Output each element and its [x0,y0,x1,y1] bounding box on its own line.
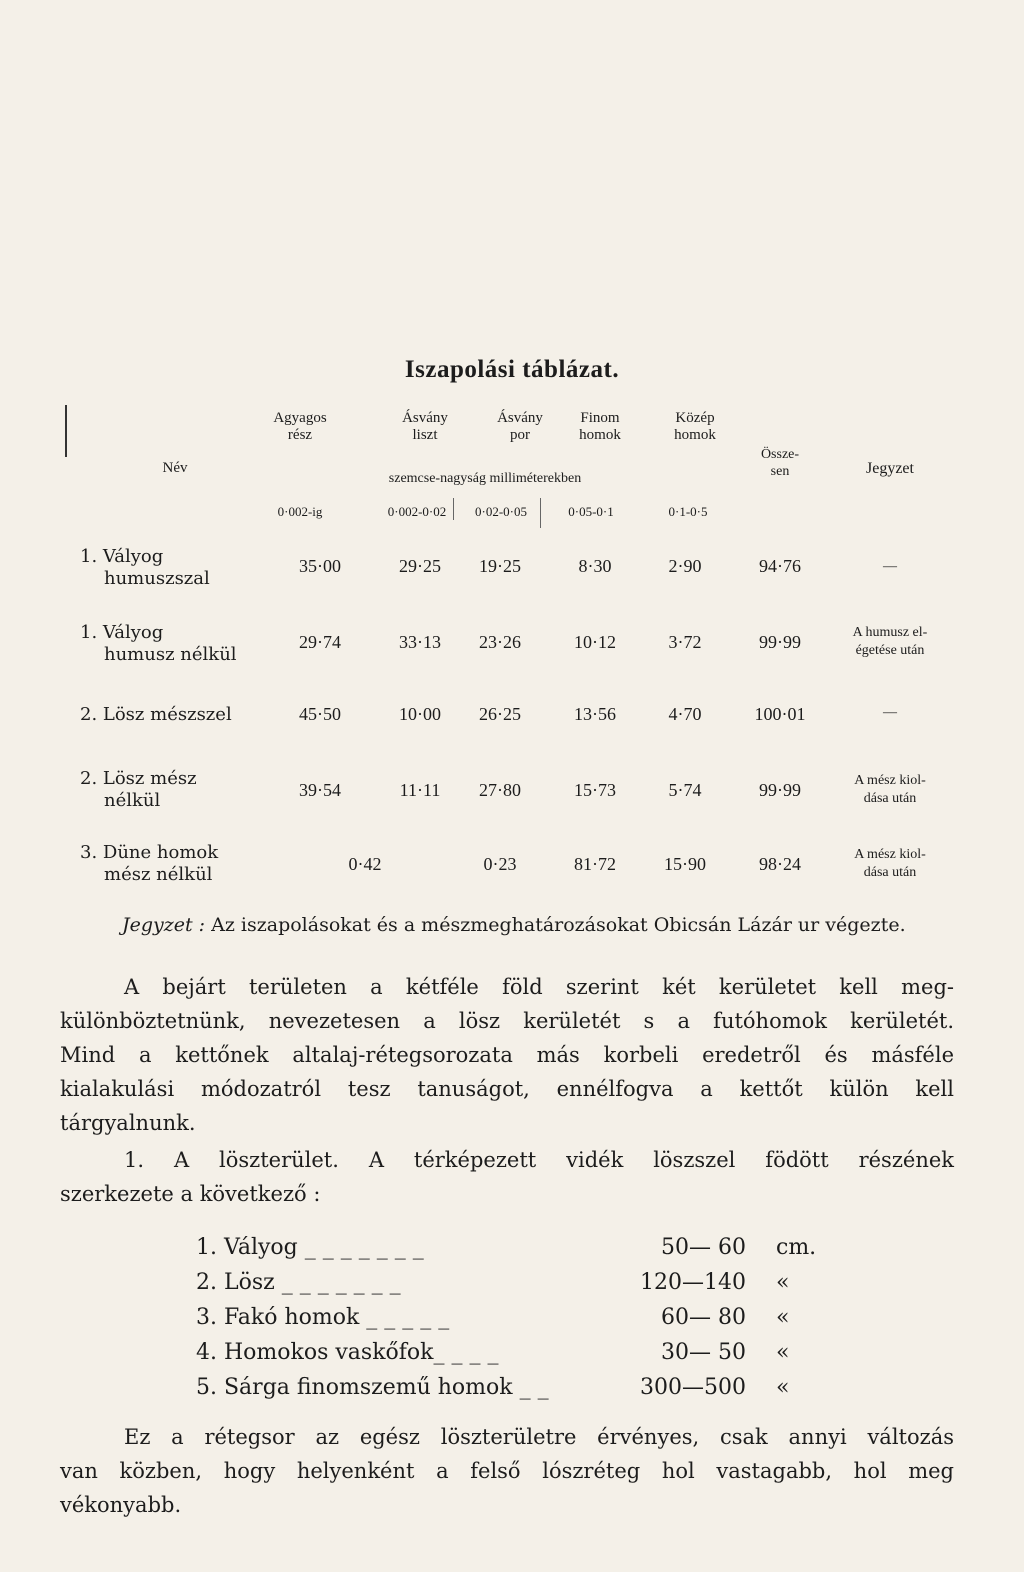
layer-unit: « [776,1340,790,1365]
layer-range: 60— 80 [661,1305,746,1330]
list-item [196,1300,836,1335]
header-total-line1: Össze- [760,447,800,462]
paragraph-line: tárgyalnunk. [60,1111,196,1135]
paragraph-line: 1. A löszterület. A térképezett vidék löszszel födött részének [124,1148,954,1172]
list-item [196,1335,836,1370]
row-name-line2: nélkül [104,790,161,811]
range-col-2: 0·002-0·02 [387,504,447,519]
layer-label: 4. Homokos vaskőfok_ _ _ _ [196,1340,499,1365]
layer-label: 1. Vályog _ _ _ _ _ _ _ [196,1235,424,1260]
cell-total: 99·99 [759,632,801,652]
cell-note-line1: A mész kiol- [854,773,926,788]
paragraph-line: Ez a rétegsor az egész löszterületre érvényes, csak annyi változás [124,1425,954,1449]
row-name-line2: mész nélkül [104,864,213,885]
header-col-3-line2: por [510,427,530,443]
cell-col-3: 27·80 [479,780,521,800]
layer-unit: « [776,1270,790,1295]
row-name [80,768,197,812]
header-col-4 [555,410,645,444]
table-title: Iszapolási táblázat. [404,356,620,383]
cell-total: 99·99 [759,780,801,800]
range-col-5: 0·1-0·5 [668,504,708,519]
cell-col-5: 5·74 [668,780,702,800]
header-name: Név [162,460,188,476]
cell-col-5: 15·90 [664,854,706,874]
paragraph-line: Mind a kettőnek altalaj-rétegsorozata más korbeli eredetről és másféle [60,1043,954,1067]
cell-note-line1: A humusz el- [852,625,928,640]
layer-label: 3. Fakó homok _ _ _ _ _ [196,1305,450,1330]
table-row [60,618,970,678]
paragraph-1 [60,970,954,1140]
paragraph-2 [60,1143,954,1211]
cell-note [820,846,960,882]
layer-unit: cm. [776,1235,817,1260]
row-name [80,546,210,590]
range-col-4: 0·05-0·1 [568,504,614,519]
cell-col-1: 35·00 [299,556,341,576]
header-col-3 [475,410,565,444]
paragraph-line: különböztetnünk, nevezetesen a lösz kerületét s a futóhomok kerületét. [60,1009,954,1033]
layer-unit: « [776,1375,790,1400]
layer-label: 5. Sárga finomszemű homok _ _ [196,1375,549,1400]
range-col-1: 0·002-ig [277,504,323,519]
cell-col-4: 8·30 [578,556,612,576]
range-divider-2 [540,498,541,528]
cell-note-line2: dása után [863,791,917,806]
header-total [735,446,825,480]
header-col-4-line1: Finom [580,410,620,426]
header-col-5 [650,410,740,444]
cell-note-line1: — [883,705,897,720]
cell-note [820,704,960,722]
cell-col-3: 19·25 [479,556,521,576]
cell-note-line1: — [883,559,897,574]
footnote-label: Jegyzet : [122,914,206,936]
cell-col-5: 4·70 [668,704,702,724]
cell-total: 98·24 [759,854,801,874]
header-col-5-line1: Közép [675,410,715,426]
layer-range: 300—500 [640,1375,746,1400]
row-name-line1: 2. Lösz mészszel [80,704,232,725]
header-col-2 [380,410,470,444]
row-name [80,842,218,886]
cell-note [820,624,960,660]
cell-col-1: 29·74 [299,632,341,652]
header-col-4-line2: homok [579,427,621,443]
paragraph-line: van közben, hogy helyenként a felső lószréteg hol vastagabb, hol meg [60,1459,954,1483]
cell-col-4: 15·73 [574,780,616,800]
cell-note-line2: dása után [863,865,917,880]
sieve-table [60,400,970,900]
list-item [196,1265,836,1300]
cell-note [820,558,960,576]
cell-col-5: 3·72 [668,632,702,652]
cell-col-4: 81·72 [574,854,616,874]
layer-list [196,1230,836,1405]
table-row [60,768,970,828]
row-name-line1: 3. Düne homok [80,842,219,863]
header-total-line2: sen [770,464,790,479]
cell-note-line2: égetése után [855,643,925,658]
header-col-1-line2: rész [287,427,313,443]
header-col-1 [255,410,345,444]
cell-col-2: 11·11 [399,780,441,800]
row-name-line1: 1. Vályog [80,546,164,567]
header-col-1-line1: Agyagos [273,410,327,426]
paragraph-3 [60,1420,954,1522]
table-left-rule [65,405,67,457]
row-name-line2: humuszszal [104,568,210,589]
paragraph-line: vékonyabb. [60,1493,182,1517]
header-col-3-line1: Ásvány [497,410,543,426]
cell-col-3: 26·25 [479,704,521,724]
header-note: Jegyzet [866,460,914,477]
cell-col-4: 13·56 [574,704,616,724]
layer-range: 120—140 [640,1270,746,1295]
cell-col-5: 2·90 [668,556,702,576]
paragraph-line: szerkezete a következő : [60,1182,321,1206]
table-row [60,700,970,760]
cell-col-3: 23·26 [479,632,521,652]
row-name [80,704,232,726]
header-size-caption: szemcse-nagyság milliméterekben [388,471,582,486]
layer-range: 50— 60 [661,1235,746,1260]
cell-col-2: 10·00 [399,704,441,724]
row-name-line1: 1. Vályog [80,622,164,643]
header-col-2-line1: Ásvány [402,410,448,426]
cell-col-3: 0·23 [483,854,517,874]
row-name-line1: 2. Lösz mész [80,768,197,789]
cell-note-line1: A mész kiol- [854,847,926,862]
row-name [80,622,237,666]
header-col-2-line2: liszt [412,427,438,443]
cell-col-1: 0·42 [348,854,382,874]
layer-unit: « [776,1305,790,1330]
layer-label: 2. Lösz _ _ _ _ _ _ _ [196,1270,401,1295]
cell-col-2: 33·13 [399,632,441,652]
table-row [60,540,970,600]
cell-total: 100·01 [754,704,806,724]
cell-total: 94·76 [759,556,801,576]
range-col-3: 0·02-0·05 [475,504,527,519]
range-divider-1 [453,498,454,520]
list-item [196,1230,836,1265]
header-col-5-line2: homok [674,427,716,443]
cell-col-1: 45·50 [299,704,341,724]
paragraph-line: A bejárt területen a kétféle föld szerint két kerületet kell meg- [124,975,954,999]
layer-range: 30— 50 [661,1340,746,1365]
cell-col-1: 39·54 [299,780,341,800]
footnote-text: Az iszapolásokat és a mészmeghatározásokat Obicsán Lázár ur végezte. [205,914,906,936]
cell-col-2: 29·25 [399,556,441,576]
cell-note [820,772,960,808]
list-item [196,1370,836,1405]
cell-col-4: 10·12 [574,632,616,652]
table-row [60,842,970,902]
row-name-line2: humusz nélkül [104,644,237,665]
paragraph-line: kialakulási módozatról tesz tanuságot, ennélfogva a kettőt külön kell [60,1077,954,1101]
table-footnote [122,914,906,936]
